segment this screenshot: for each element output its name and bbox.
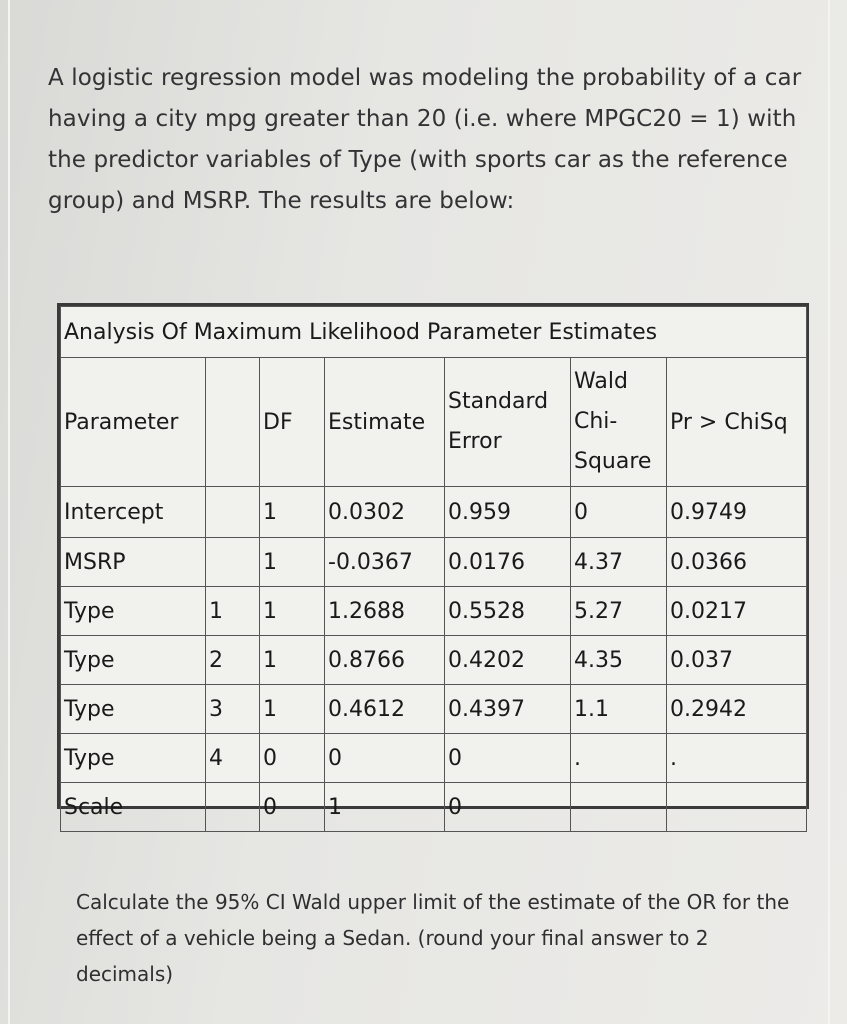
cell-wald: 4.37: [571, 538, 667, 587]
cell-df: 1: [260, 538, 325, 587]
header-level: [206, 358, 260, 487]
cell-std-error: 0: [445, 734, 571, 783]
cell-estimate: 0.0302: [325, 487, 445, 538]
cell-pr: 0.2942: [667, 685, 807, 734]
cell-df: 1: [260, 587, 325, 636]
intro-paragraph: A logistic regression model was modeling the probability of a car having a city mpg greater than 20 (i.e. where MPGC20 = 1) with the predictor variables of Type (with sports car as the reference group) and MSRP. The results are below:: [48, 65, 802, 214]
cell-wald: [571, 783, 667, 832]
question-paragraph: Calculate the 95% CI Wald upper limit of the estimate of the OR for the effect of a vehicle being a Sedan. (round your final answer to 2 decimals): [76, 890, 790, 986]
table-row: [61, 734, 807, 783]
cell-std-error: 0.0176: [445, 538, 571, 587]
cell-pr: 0.037: [667, 636, 807, 685]
cell-level: [206, 538, 260, 587]
header-standard-error: Standard Error: [445, 358, 571, 487]
cell-std-error: 0.4202: [445, 636, 571, 685]
cell-std-error: 0.5528: [445, 587, 571, 636]
cell-wald: 4.35: [571, 636, 667, 685]
cell-wald: .: [571, 734, 667, 783]
table-row: [61, 487, 807, 538]
header-row: [61, 358, 807, 487]
cell-parameter: Scale: [61, 783, 206, 832]
cell-df: 1: [260, 487, 325, 538]
cell-parameter: Type: [61, 734, 206, 783]
cell-level: 2: [206, 636, 260, 685]
cell-std-error: 0.4397: [445, 685, 571, 734]
header-pr-chisq: Pr > ChiSq: [667, 358, 807, 487]
table-row: [61, 587, 807, 636]
cell-level: 3: [206, 685, 260, 734]
table-caption: Analysis Of Maximum Likelihood Parameter Estimates: [61, 307, 807, 358]
header-df: DF: [260, 358, 325, 487]
table-row: [61, 538, 807, 587]
cell-level: 4: [206, 734, 260, 783]
cell-parameter: Type: [61, 587, 206, 636]
cell-estimate: 1: [325, 783, 445, 832]
cell-df: 1: [260, 636, 325, 685]
cell-parameter: Type: [61, 636, 206, 685]
table-row: [61, 685, 807, 734]
cell-wald: 1.1: [571, 685, 667, 734]
cell-df: 1: [260, 685, 325, 734]
header-parameter: Parameter: [61, 358, 206, 487]
cell-estimate: 1.2688: [325, 587, 445, 636]
estimates-grid: [60, 306, 807, 832]
cell-estimate: 0.4612: [325, 685, 445, 734]
cell-level: [206, 783, 260, 832]
cell-estimate: -0.0367: [325, 538, 445, 587]
cell-pr: [667, 783, 807, 832]
cell-pr: .: [667, 734, 807, 783]
cell-std-error: 0: [445, 783, 571, 832]
cell-pr: 0.0217: [667, 587, 807, 636]
header-wald-chi-square: Wald Chi-Square: [571, 358, 667, 487]
table-row: [61, 636, 807, 685]
cell-parameter: Type: [61, 685, 206, 734]
cell-parameter: MSRP: [61, 538, 206, 587]
cell-wald: 0: [571, 487, 667, 538]
cell-pr: 0.0366: [667, 538, 807, 587]
cell-level: [206, 487, 260, 538]
cell-estimate: 0: [325, 734, 445, 783]
cell-parameter: Intercept: [61, 487, 206, 538]
parameter-estimates-table: [57, 303, 809, 820]
cell-wald: 5.27: [571, 587, 667, 636]
table-row: [61, 783, 807, 832]
cell-std-error: 0.959: [445, 487, 571, 538]
cell-estimate: 0.8766: [325, 636, 445, 685]
cell-df: 0: [260, 734, 325, 783]
header-estimate: Estimate: [325, 358, 445, 487]
cell-pr: 0.9749: [667, 487, 807, 538]
cell-df: 0: [260, 783, 325, 832]
cell-level: 1: [206, 587, 260, 636]
